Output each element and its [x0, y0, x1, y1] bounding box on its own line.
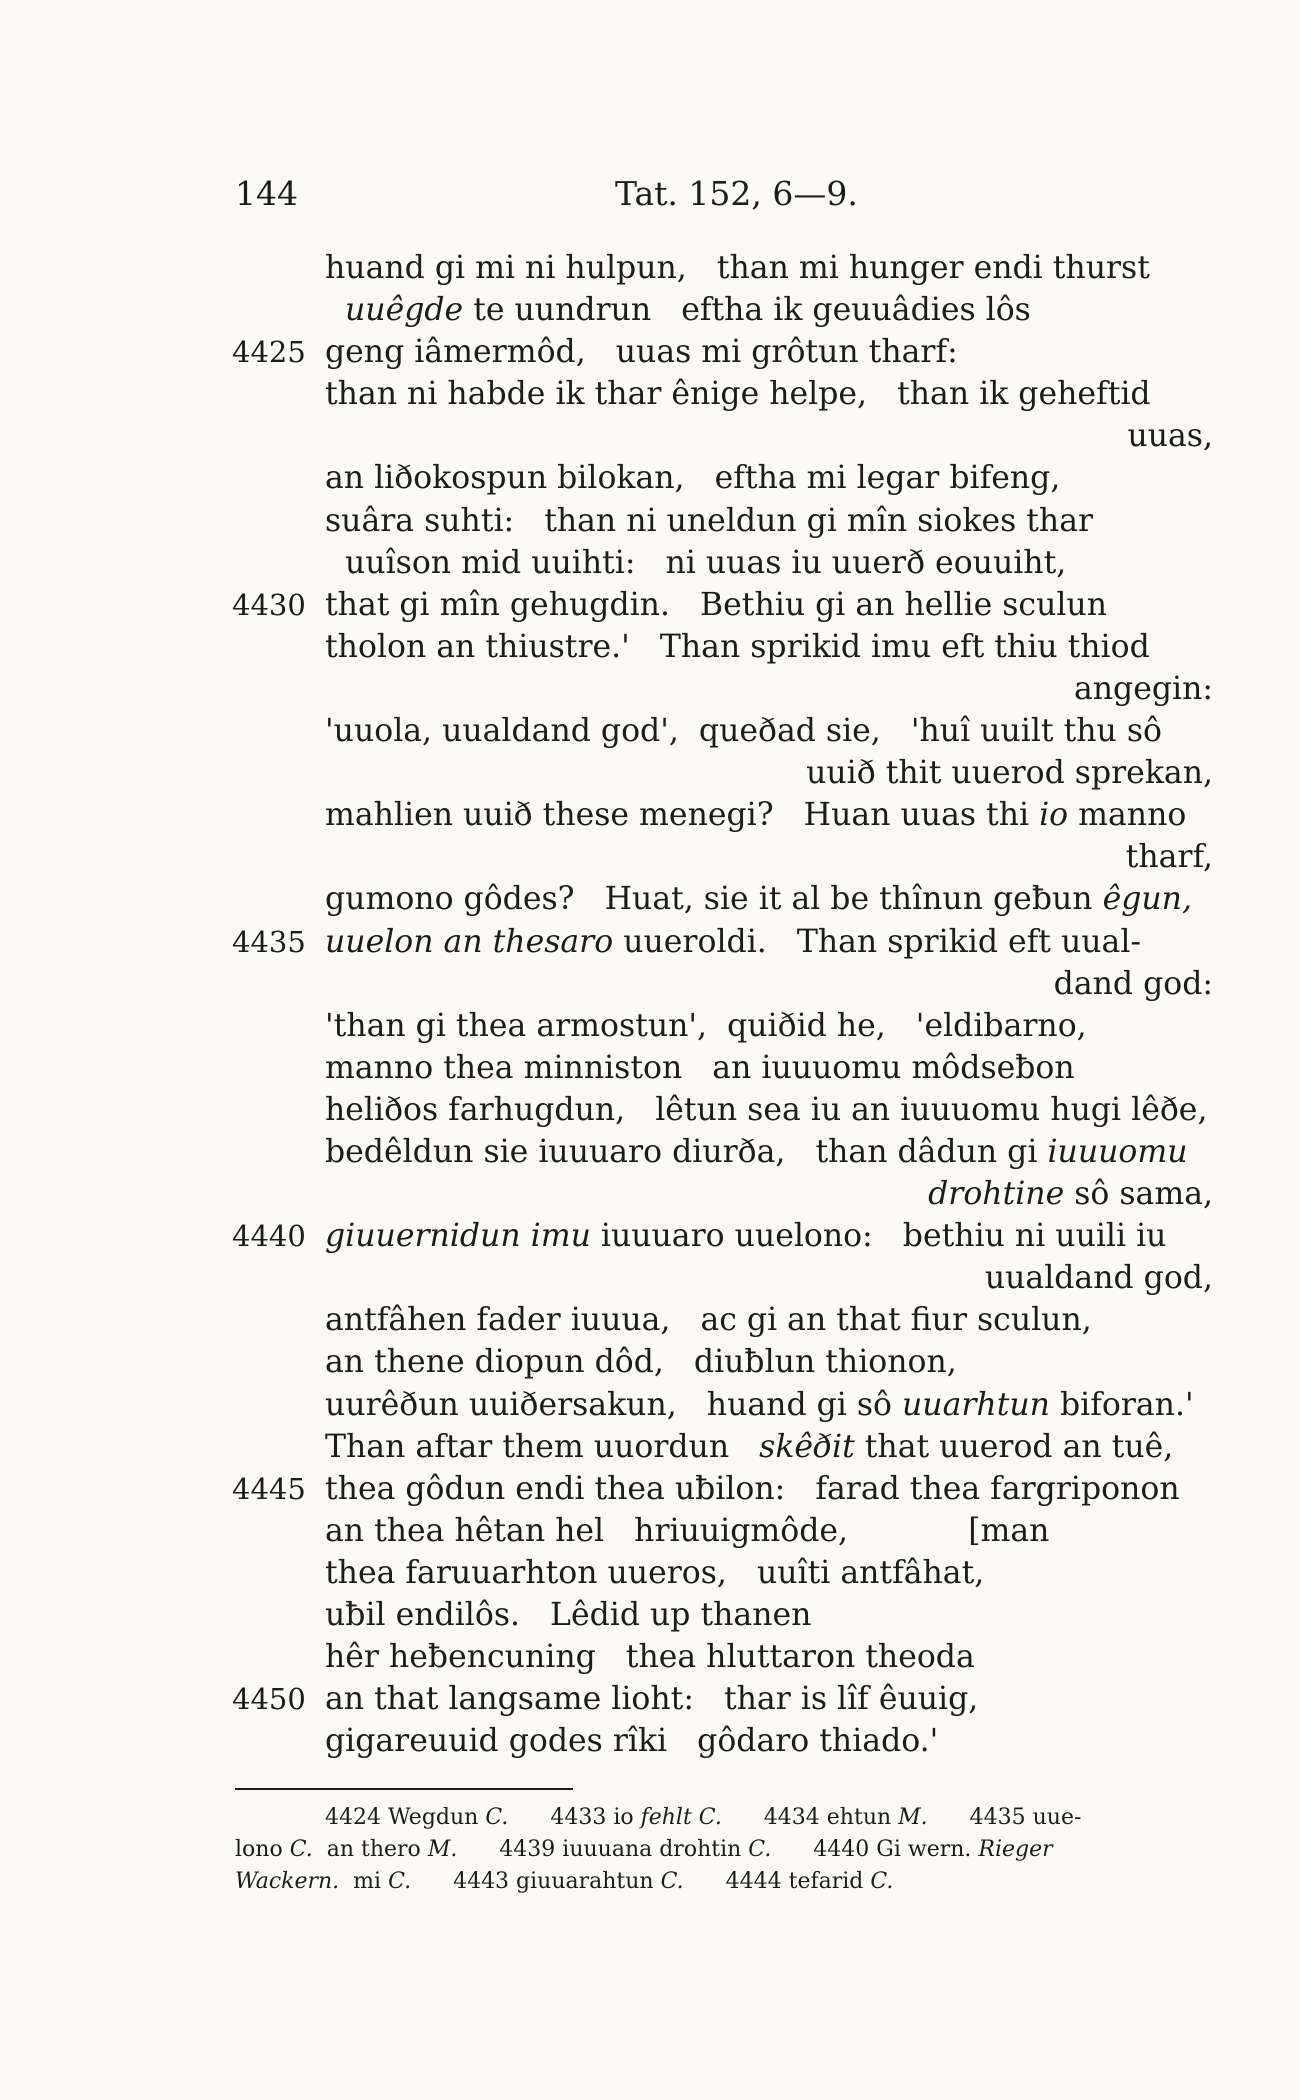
verse-text-line	[325, 1426, 1173, 1468]
text-segment: angegin:	[1073, 670, 1213, 707]
verse-line	[0, 1678, 1300, 1720]
footnote-text: 4443 giuuarahtun	[411, 1869, 661, 1894]
verse-text-line	[1074, 668, 1213, 710]
verse-text-line	[325, 1215, 1166, 1257]
text-segment: hêr heƀencuning thea hluttaron theoda	[325, 1639, 975, 1676]
italic-word: io	[1039, 797, 1069, 834]
verse-text-line	[806, 752, 1213, 794]
verse-line	[0, 415, 1300, 457]
verse-line	[0, 626, 1300, 668]
verse-text-line	[325, 794, 1186, 836]
footnote-siglum: C.	[660, 1869, 684, 1894]
footnote-divider	[235, 1788, 573, 1790]
text-segment: tholon an thiustre.' Than sprikid imu eft thiu thiod	[325, 628, 1150, 665]
verse-line	[0, 1341, 1300, 1383]
text-segment: uuas,	[1127, 418, 1213, 455]
verse-text-line	[325, 1636, 975, 1678]
verse-line	[0, 836, 1300, 878]
verse-line	[0, 1468, 1300, 1510]
italic-word: drohtine	[928, 1176, 1065, 1213]
text-segment: huand gi mi ni hulpun, than mi hunger endi thurst	[325, 250, 1150, 286]
verse-line	[0, 710, 1300, 752]
footnote-text: lono	[235, 1837, 290, 1862]
verse-line	[0, 500, 1300, 542]
verse-line	[0, 794, 1300, 836]
verse-text-line	[325, 1384, 1194, 1426]
verse-text-line	[325, 921, 1141, 963]
footnote-text: 4439 iuuuana drohtin	[457, 1837, 749, 1862]
text-segment: an that langsame lioht: thar is lîf êuuig,	[325, 1681, 979, 1718]
verse-line	[0, 878, 1300, 920]
verse-line	[0, 1257, 1300, 1299]
verse-text-line	[325, 1678, 978, 1720]
footnote-siglum: C.	[289, 1837, 313, 1862]
line-number: 4425	[232, 335, 306, 370]
italic-word: êgun,	[1102, 881, 1192, 918]
verse-line	[0, 1173, 1300, 1215]
verse-line	[0, 963, 1300, 1005]
verse-text-line	[325, 710, 1162, 752]
line-number: 4450	[232, 1682, 306, 1717]
verse-text-line	[325, 1089, 1207, 1131]
verse-line	[0, 1636, 1300, 1678]
italic-word: uuêgde	[345, 292, 464, 329]
verse-text-line	[1126, 836, 1213, 878]
verse-text-line	[325, 1720, 938, 1762]
footnote-siglum: C.	[748, 1837, 772, 1862]
text-segment: manno thea minniston an iuuuomu môdseƀon	[325, 1049, 1075, 1086]
verse-text-line	[325, 457, 1060, 499]
verse-text-line	[325, 1341, 957, 1383]
footnote-text: 4440 Gi wern.	[771, 1837, 979, 1862]
footnote-line	[0, 1834, 1300, 1866]
text-segment: uueroldi. Than sprikid eft uual-	[613, 923, 1142, 960]
verse-text-line	[325, 1299, 1092, 1341]
verse-text-line	[928, 1173, 1213, 1215]
line-number: 4435	[232, 924, 306, 959]
verse-line	[0, 1510, 1300, 1552]
running-title: Tat. 152, 6—9.	[615, 174, 858, 213]
verse-text-line	[325, 247, 1150, 289]
verse-text-line	[325, 584, 1107, 626]
verse-line	[0, 1299, 1300, 1341]
footnote-siglum: M.	[427, 1837, 458, 1862]
footnote-text: 4424 Wegdun	[325, 1805, 486, 1830]
footnote-siglum: Rieger	[978, 1837, 1053, 1862]
italic-word: skêðit	[759, 1428, 855, 1465]
text-segment: antfâhen fader iuuua, ac gi an that fiur sculun,	[325, 1302, 1092, 1339]
footnote-line	[0, 1802, 1300, 1834]
footnote-text: 4444 tefarid	[683, 1869, 871, 1894]
line-number: 4440	[232, 1219, 306, 1254]
verse-line	[0, 1005, 1300, 1047]
verse-line	[0, 1215, 1300, 1257]
footnote-text: an thero	[312, 1837, 428, 1862]
verse-text-line	[325, 1594, 811, 1636]
verse-line	[0, 1720, 1300, 1762]
text-segment: Than aftar them uuordun	[325, 1428, 760, 1465]
verse-text-line	[325, 1468, 1180, 1510]
footnote-text: 4435 uue-	[927, 1805, 1082, 1830]
verse-line	[0, 1426, 1300, 1468]
italic-word: uuarhtun	[902, 1386, 1050, 1423]
verse-text-line	[325, 331, 958, 373]
footnote-siglum: C.	[388, 1869, 412, 1894]
text-segment: that uuerod an tuê,	[854, 1428, 1174, 1465]
footnote-line	[0, 1866, 1300, 1898]
verse-text-line	[325, 500, 1093, 542]
verse-line	[0, 1384, 1300, 1426]
verse-text-line	[985, 1257, 1213, 1299]
text-segment: 'than gi thea armostun', quiðid he, 'eldibarno,	[325, 1007, 1087, 1044]
text-segment: gumono gôdes? Huat, sie it al be thînun geƀun	[325, 881, 1103, 918]
verse-text-line	[325, 1131, 1188, 1173]
footnotes	[0, 1802, 1300, 1898]
text-segment: that gi mîn gehugdin. Bethiu gi an hellie sculun	[325, 586, 1108, 623]
verse-text-line	[1054, 963, 1213, 1005]
footnote-text: mi	[339, 1869, 389, 1894]
verse-line	[0, 1552, 1300, 1594]
footnote-text: 4433 io	[508, 1805, 641, 1830]
text-segment: uƀil endilôs. Lêdid up thanen	[325, 1597, 812, 1633]
line-number: 4445	[232, 1471, 306, 1506]
text-segment: thea faruuarhton uueros, uuîti antfâhat,	[325, 1554, 985, 1591]
verse-line	[0, 1089, 1300, 1131]
text-segment: thea gôdun endi thea uƀilon: farad thea fargriponon	[325, 1470, 1180, 1507]
footnote-siglum: C.	[485, 1805, 509, 1830]
text-segment: mahlien uuið these menegi? Huan uuas thi	[325, 797, 1040, 834]
text-segment: uualdand god,	[984, 1260, 1213, 1297]
verse-text-line	[1127, 415, 1213, 457]
line-number: 4430	[232, 587, 306, 622]
text-segment: tharf,	[1125, 839, 1213, 876]
footnote-text: 4434 ehtun	[721, 1805, 899, 1830]
text-segment: bedêldun sie iuuuaro diurða, than dâdun gi	[325, 1133, 1048, 1170]
text-segment: gigareuuid godes rîki gôdaro thiado.'	[325, 1723, 939, 1760]
page-number: 144	[235, 174, 298, 213]
text-segment: dand god:	[1053, 965, 1213, 1002]
verse-line	[0, 1047, 1300, 1089]
verse-line	[0, 1131, 1300, 1173]
italic-word: giuuernidun imu	[325, 1218, 591, 1255]
text-segment: an liðokospun bilokan, eftha mi legar bifeng,	[325, 460, 1061, 497]
footnote-siglum: M.	[898, 1805, 928, 1830]
verse-line	[0, 331, 1300, 373]
verse-line	[0, 584, 1300, 626]
verse-line	[0, 921, 1300, 963]
verse-text-line	[325, 878, 1192, 920]
verse-line	[0, 247, 1300, 289]
verse-text-line	[325, 1510, 1049, 1552]
verse-line	[0, 542, 1300, 584]
italic-word: iuuuomu	[1047, 1133, 1188, 1170]
text-segment: manno	[1068, 797, 1187, 834]
text-segment: uuîson mid uuihti: ni uuas iu uuerð eouuiht,	[345, 544, 1067, 581]
text-segment: 'uuola, uualdand god', queðad sie, 'huî uuilt thu sô	[325, 713, 1162, 750]
running-header	[235, 160, 1205, 220]
verse-text-line	[325, 626, 1150, 668]
verse-text-line	[345, 542, 1066, 584]
text-segment: an thene diopun dôd, diuƀlun thionon,	[325, 1344, 957, 1381]
footnote-siglum: C.	[870, 1869, 894, 1894]
verse-line	[0, 1594, 1300, 1636]
text-segment: suâra suhti: than ni uneldun gi mîn siokes thar	[325, 502, 1094, 539]
verse-line	[0, 289, 1300, 331]
verse-text-line	[325, 1005, 1087, 1047]
footnote-siglum: fehlt C.	[640, 1805, 722, 1830]
text-segment: sô sama,	[1064, 1176, 1213, 1213]
verse-text-line	[345, 289, 1031, 331]
text-segment: iuuuaro uuelono: bethiu ni uuili iu	[590, 1218, 1167, 1255]
text-segment: an thea hêtan hel hriuuigmôde, [man	[325, 1512, 1050, 1549]
text-segment: geng iâmermôd, uuas mi grôtun tharf:	[325, 334, 958, 371]
text-segment: te uundrun eftha ik geuuâdies lôs	[463, 292, 1031, 329]
text-segment: heliðos farhugdun, lêtun sea iu an iuuuomu hugi lêðe,	[325, 1091, 1208, 1128]
text-segment: biforan.'	[1049, 1386, 1194, 1423]
footnote-siglum: Wackern.	[235, 1869, 340, 1894]
verse-text-line	[325, 373, 1151, 415]
verse-line	[0, 668, 1300, 710]
verse-line	[0, 373, 1300, 415]
text-segment: than ni habde ik thar ênige helpe, than ik geheftid	[325, 376, 1151, 413]
text-segment: uuið thit uuerod sprekan,	[806, 755, 1213, 792]
verse-line	[0, 752, 1300, 794]
verse-text-line	[325, 1047, 1075, 1089]
verse-text	[0, 247, 1300, 1762]
verse-line	[0, 457, 1300, 499]
italic-word: uuelon an thesaro	[325, 923, 614, 960]
text-segment: uurêðun uuiðersakun, huand gi sô	[325, 1386, 903, 1423]
verse-text-line	[325, 1552, 984, 1594]
